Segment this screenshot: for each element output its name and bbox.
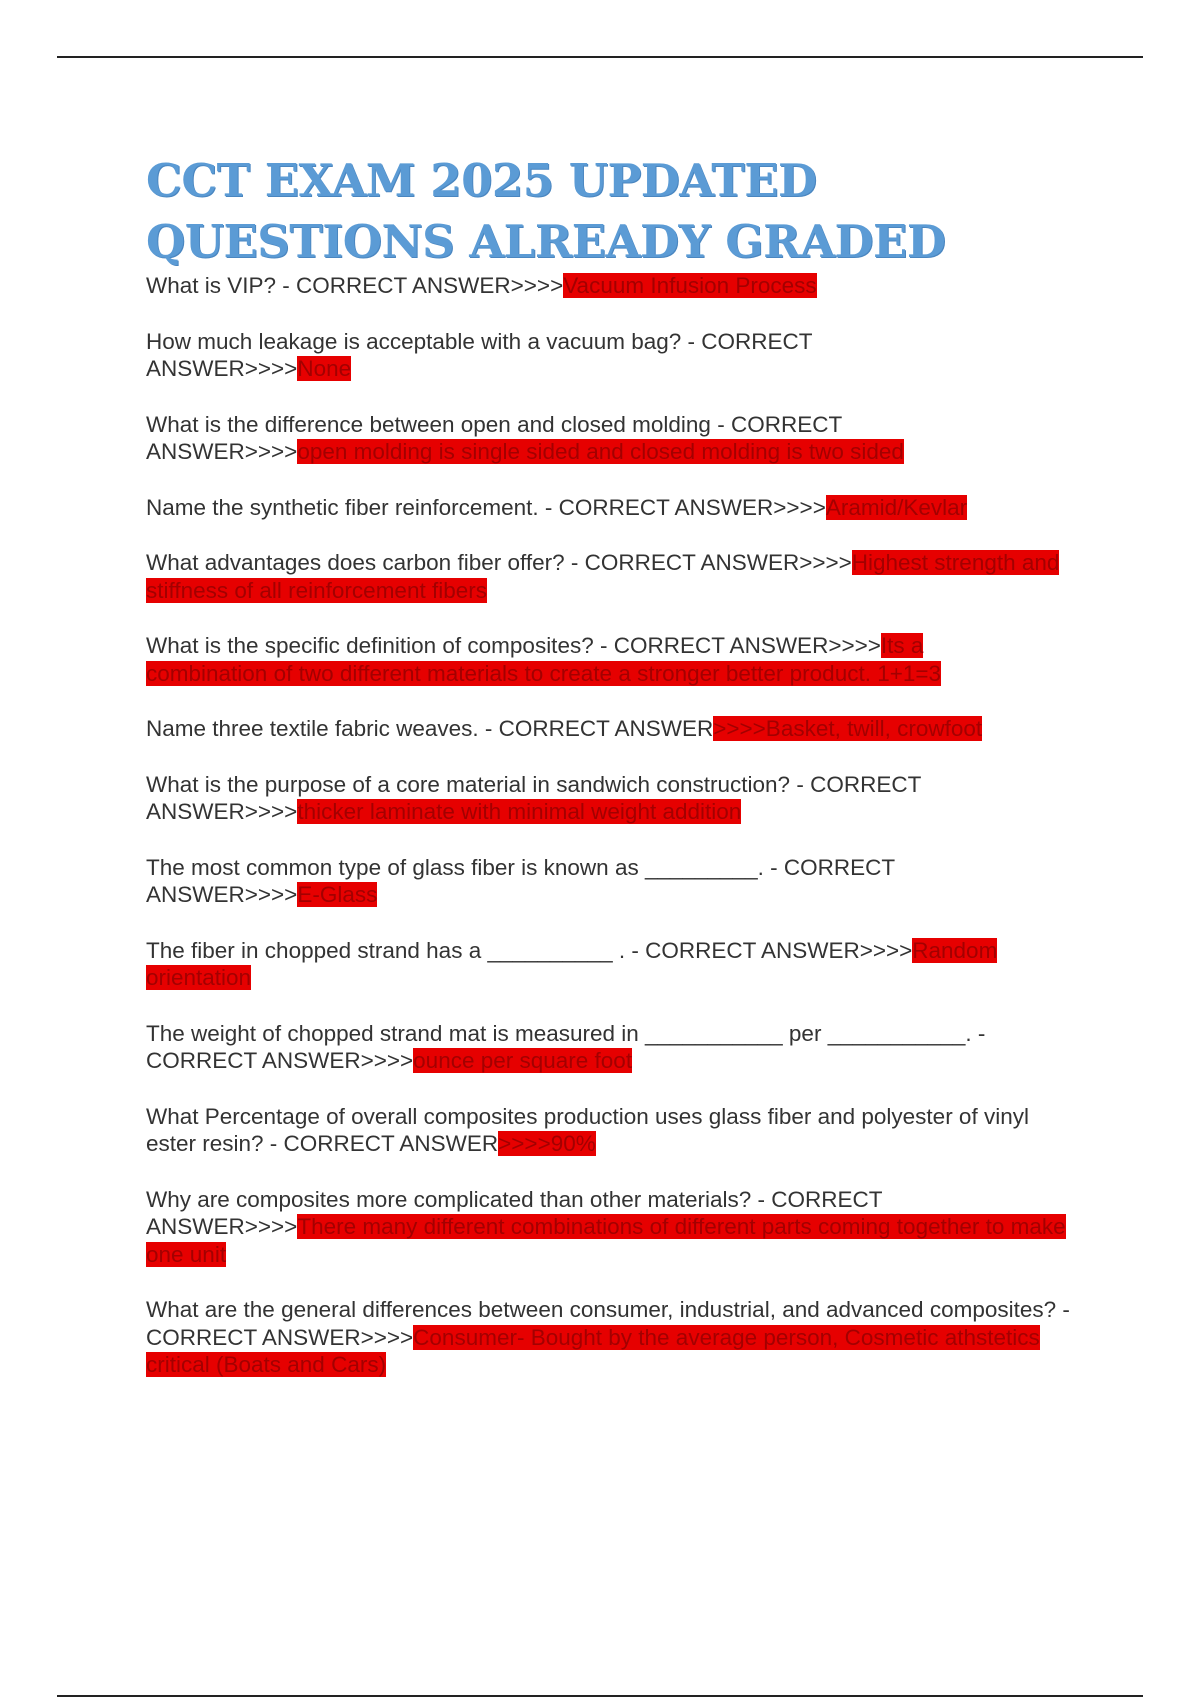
qa-item [146,715,1096,743]
question-text: What advantages does carbon fiber offer? - CORRECT ANSWER>>>> [146,550,852,575]
answer-text: ounce per square foot [413,1048,633,1073]
question-text: Name the synthetic fiber reinforcement. - CORRECT ANSWER>>>> [146,494,826,520]
question-text: What is VIP? - CORRECT ANSWER>>>> [146,273,564,298]
answer-text: There many different combinations of different parts coming together to make one unit [146,1214,1066,1267]
answer-text: None [297,356,352,381]
qa-item [146,272,866,300]
document-title [146,150,1096,272]
answer-text: >>>>Basket, twill, crowfoot [713,716,983,741]
qa-item [146,411,926,466]
document-body [146,150,1096,1407]
answer-text: >>>>90% [498,1131,596,1156]
qa-item [146,1296,1076,1379]
title-line-1: CCT EXAM 2025 UPDATED [146,154,817,207]
qa-item [146,937,1076,992]
qa-item [146,1020,1076,1075]
qa-item [146,328,886,383]
top-rule [57,56,1143,58]
bottom-rule [57,1695,1143,1697]
qa-item [146,1186,1086,1269]
qa-item [146,494,1086,522]
question-text: What is the purpose of a core material in sandwich construction? - CORRECT ANSWER>>>> [146,771,921,824]
question-text: What Percentage of overall composites production uses glass fiber and polyester of vinyl ester resin? - CORRECT ANSWER [146,1103,1029,1156]
question-text: What are the general differences between consumer, industrial, and advanced composites? - CORRECT ANSWER>>>> [146,1297,1070,1350]
answer-text: thicker laminate with minimal weight addition [297,799,742,824]
question-text: What is the difference between open and closed molding - CORRECT ANSWER>>>> [146,411,842,464]
answer-text: open molding is single sided and closed molding is two sided [297,439,904,464]
question-text: The fiber in chopped strand has a __________ . - CORRECT ANSWER>>>> [146,937,913,963]
question-text: The most common type of glass fiber is known as _________. - CORRECT ANSWER>>>> [146,854,895,907]
title-line-2: QUESTIONS ALREADY GRADED [146,215,946,268]
question-text: Why are composites more complicated than other materials? - CORRECT ANSWER>>>> [146,1186,883,1239]
qa-item [146,771,976,826]
qa-item [146,854,986,909]
qa-item [146,549,1096,604]
question-text: Name three textile fabric weaves. - CORRECT ANSWER [146,716,714,741]
answer-text: Highest strength and stiffness of all reinforcement fibers [146,550,1060,603]
answer-text: Random orientation [146,937,998,990]
answer-text: Its a combination of two different materials to create a stronger better product. 1+1=3 [146,633,942,686]
answer-text: Aramid/Kevlar [825,494,968,520]
answer-text: E-Glass [297,882,378,907]
qa-item [146,632,1016,687]
question-text: What is the specific definition of composites? - CORRECT ANSWER>>>> [146,633,881,658]
qa-item [146,1103,1066,1158]
question-text: How much leakage is acceptable with a vacuum bag? - CORRECT ANSWER>>>> [146,328,813,381]
question-text: The weight of chopped strand mat is measured in ___________ per ___________. - CORRECT ANSWER>>>> [146,1020,986,1073]
answer-text: Consumer- Bought by the average person, Cosmetic athstetics critical (Boats and Cars) [146,1324,1040,1377]
answer-text: Vacuum Infusion Process [563,273,817,298]
